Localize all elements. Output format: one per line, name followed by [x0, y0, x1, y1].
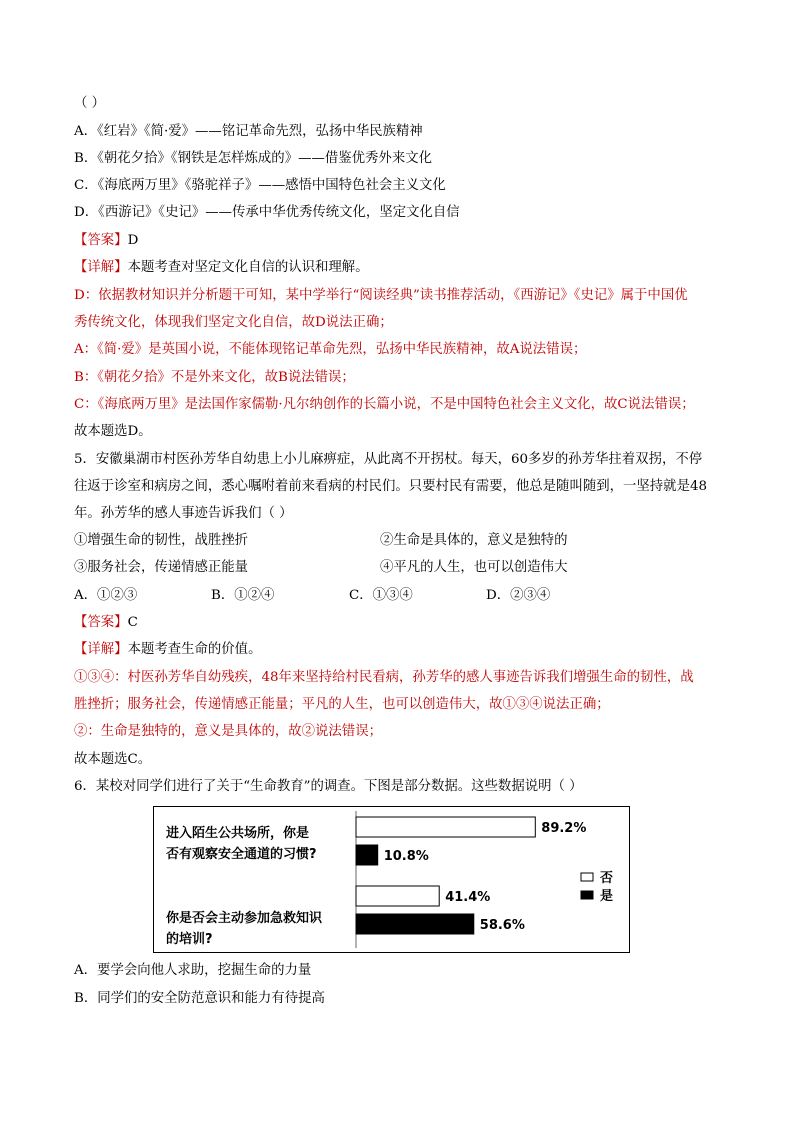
category-label: 的培训? [166, 932, 213, 947]
q6-stem: 6．某校对同学们进行了关于“生命教育”的调查。下图是部分数据。这些数据说明（ ） [74, 779, 583, 794]
q6-option-b: B．同学们的安全防范意识和能力有待提高 [74, 991, 325, 1006]
data-label: 58.6% [479, 918, 525, 933]
answer-label: 【答案】 [74, 233, 128, 248]
answer-value: D [127, 233, 139, 248]
category-label: 否有观察安全通道的习惯? [166, 847, 317, 862]
q4-option-d: D．《西游记》《史记》——传承中华优秀传统文化，坚定文化自信 [74, 205, 460, 220]
q4-detail [74, 259, 369, 277]
q4-conclusion: 故本题选D。 [74, 424, 152, 439]
chart-canvas [154, 807, 629, 952]
q5-choice-b: B．①②④ [211, 588, 275, 603]
detail-label: 【详解】 [74, 642, 128, 657]
bar-no [356, 817, 535, 837]
category-label: 进入陌生公共场所，你是 [166, 826, 310, 841]
q5-stem-line: 年。孙芳华的感人事迹告诉我们（ ） [74, 506, 293, 521]
data-label: 41.4% [445, 890, 491, 905]
q5-analysis-line: 胜挫折；服务社会，传递情感正能量；平凡的人生，也可以创造伟大，故①③④说法正确； [74, 697, 610, 712]
bar-yes [356, 845, 378, 865]
q5-choice-d: D．②③④ [486, 588, 551, 603]
q4-analysis-line: C：《海底两万里》是法国作家儒勒·凡尔纳创作的长篇小说，不是中国特色社会主义文化，故C说法错误； [74, 397, 695, 412]
q5-detail [74, 641, 261, 659]
survey-bar-chart [153, 806, 630, 953]
bar-no [356, 886, 439, 906]
q4-analysis-line: 秀传统文化，体现我们坚定文化自信，故D说法正确； [74, 315, 393, 330]
bar-yes [356, 914, 474, 934]
answer-label: 【答案】 [74, 615, 128, 630]
q5-analysis-line: ①③④：村医孙芳华自幼残疾，48年来坚持给村民看病，孙芳华的感人事迹告诉我们增强生命的韧性，战 [74, 670, 694, 685]
detail-intro: 本题考查对坚定文化自信的认识和理解。 [127, 260, 369, 275]
q5-stem-line: 5．安徽巢湖市村医孙芳华自幼患上小儿麻痹症，从此离不开拐杖。每天，60多岁的孙芳华拄着双拐，不停 [74, 452, 703, 467]
answer-value: C [127, 615, 138, 630]
data-label: 10.8% [383, 849, 429, 864]
detail-intro: 本题考查生命的价值。 [127, 642, 262, 657]
q5-answer [74, 614, 138, 632]
legend-swatch [581, 873, 593, 881]
q4-analysis-line: B：《朝花夕拾》不是外来文化，故B说法错误； [74, 370, 355, 385]
q5-conclusion: 故本题选C。 [74, 752, 152, 767]
q5-stem-line: 往返于诊室和病房之间，悉心嘱咐着前来看病的村民们。只要村民有需要，他总是随叫随到，一坚持就是48 [74, 479, 708, 494]
q5-statement-4: ④平凡的人生，也可以创造伟大 [380, 560, 568, 575]
legend-swatch [581, 891, 593, 899]
legend-label: 是 [600, 889, 614, 904]
q4-paren: （ ） [74, 96, 106, 111]
q4-option-c: C．《海底两万里》《骆驼祥子》——感悟中国特色社会主义文化 [74, 178, 446, 193]
q4-option-a: A．《红岩》《简·爱》——铭记革命先烈，弘扬中华民族精神 [74, 124, 423, 139]
q5-analysis-line: ②：生命是独特的，意义是具体的，故②说法错误； [74, 724, 382, 739]
q4-answer [74, 232, 138, 250]
q4-option-b: B．《朝花夕拾》《钢铁是怎样炼成的》——借鉴优秀外来文化 [74, 151, 432, 166]
q5-statement-1: ①增强生命的韧性，战胜挫折 [74, 533, 249, 548]
q5-statement-2: ②生命是具体的，意义是独特的 [380, 533, 568, 548]
detail-label: 【详解】 [74, 260, 128, 275]
q6-option-a: A．要学会向他人求助，挖掘生命的力量 [74, 963, 312, 978]
legend-label: 否 [600, 871, 614, 886]
data-label: 89.2% [541, 821, 587, 836]
category-label: 你是否会主动参加急救知识 [166, 911, 323, 926]
q4-analysis-line: A：《简·爱》是英国小说，不能体现铭记革命先烈，弘扬中华民族精神，故A说法错误； [74, 342, 587, 357]
q4-analysis-line: D：依据教材知识并分析题干可知，某中学举行“阅读经典”读书推荐活动，《西游记》《史记》属于中国优 [74, 288, 688, 303]
q5-statement-3: ③服务社会，传递情感正能量 [74, 560, 249, 575]
q5-choice-c: C．①③④ [349, 588, 413, 603]
q5-choice-a: A．①②③ [74, 588, 138, 603]
